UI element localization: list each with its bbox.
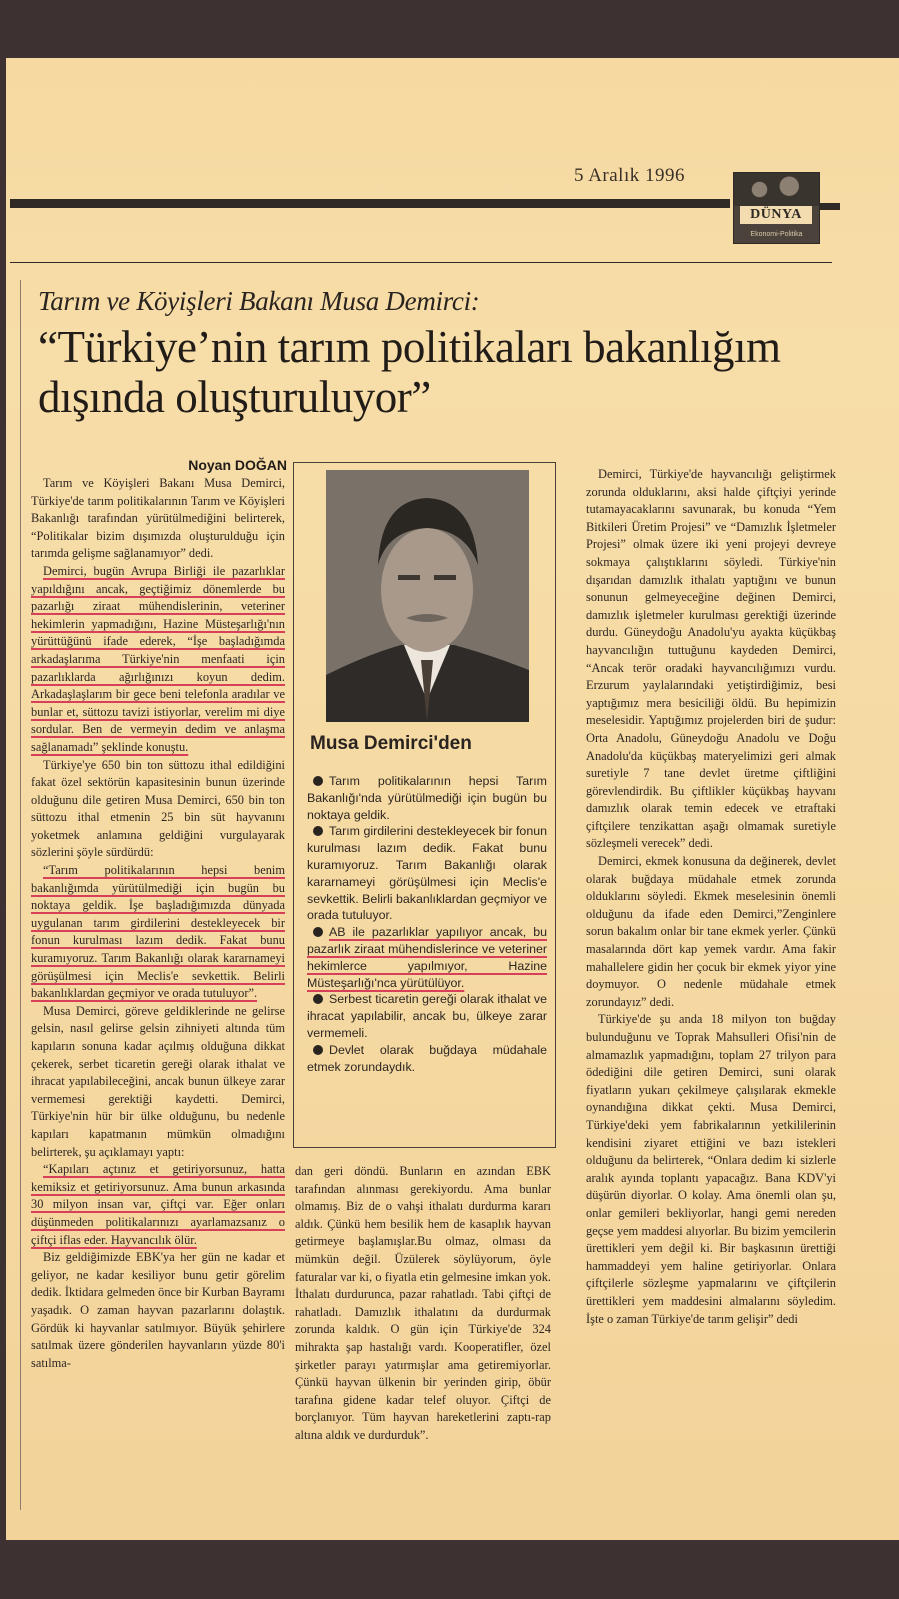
paragraph-text: “Kapıları açtınız et getiriyorsunuz, hatta kemiksiz et getiriyorsunuz. Ama bunun arkasında 30 milyon insan var, çiftçi var. Eğer onları düşünmeden politikalarınızı ayarlamazsanız o çiftçi iflas eder. Hayvancılık ölür. bbox=[31, 1162, 285, 1247]
bullet-icon bbox=[313, 994, 323, 1004]
paragraph-text: Demirci, ekmek konusuna da değinerek, devlet olarak buğdaya müdahale etmek zorunda olduklarını söyledi. Ekmek meselesinin önemli olduğunu da ifade eden Demirci,”Zenginlere sorun bakalım onlar bir tane ekmek yerler. Çünkü masalarında dört kap yemek vardır. Ama fakir mahallelere gidin her çocuk bir ekmek yiyor yine doymuyor. O nedenle müdahale etmek zorundayız” dedi. bbox=[586, 854, 836, 1009]
article-paragraph bbox=[31, 757, 285, 863]
sidebar-quote-text: Devlet olarak buğdaya müdahale etmek zorundaydık. bbox=[307, 1042, 547, 1074]
column-rule bbox=[20, 280, 21, 1510]
article-paragraph bbox=[295, 1163, 551, 1445]
sidebar-quote-item bbox=[307, 1042, 547, 1076]
paragraph-text: Demirci, Türkiye'de hayvancılığı geliştirmek zorunda olduklarını, aksi halde çiftçiyi yerinde tutamayacaklarını savunarak, bu konuda “Yem Bitkileri Üretim Projesi” ve “Damızlık İşletmeler Projesi” olmak üzere iki yeni projeyi devreye sokmaya çalıştıklarını söyledi. Türkiye'nin dışarıdan damızlık ithalatı yaptığını ve bunun sonunun gelmeyeceğine değinen Demirci, damızlık işletmeler kurulması gerektiği üzerinde durdu. Güneydoğu Anadolu'yu ayakta küçükbaş hayvancılığın tuttuğunu kaydeden Demirci, “Ancak terör oradaki hayvancılığımızı vurdu. Erzurum yaylalarındaki yetiştirdiğimiz, besi yaptığımız mera besiciliği öldü. Bu hepimizin meselesidir. Yaptığımız projelerden biri de şudur: Orta Anadolu, Güneydoğu Anadolu ve Doğu Anadolu'da küçükbaş materyelimizi geri almak suretiyle 7 tane devlet üretme çiftliğini görevlendirdik. Bu çiftlikler küçükbaş hayvanı damızlık olarak temin edecek ve etraftaki çiftçilere tenzikattan aşağı olmamak suretiyle sözleşmeli verecek” dedi. bbox=[586, 467, 836, 851]
paragraph-text: Musa Demirci, göreve geldiklerinde ne gelirse gelsin, nasıl gelirse gelsin zihniyeti altında tüm kapıların sonuna kadar açılmış olduğuna dikkat çekerek, serbet ticaretin gereği olarak ithalat ve ihracat yapılabileceğini, ancak bunun ülkeye zarar vermemesi gerektiği kaydetti. Demirci, Türkiye'nin hür bir ülke olduğunu, bu nedenle kapıları kapatmanın mümkün olmadığını belirterek, şu açıklamayı yaptı: bbox=[31, 1003, 285, 1159]
article-paragraph bbox=[31, 563, 285, 757]
article-paragraph bbox=[31, 1249, 285, 1372]
article-paragraph bbox=[586, 853, 836, 1011]
article-column-right bbox=[586, 466, 836, 1328]
article-paragraph bbox=[31, 475, 285, 563]
article-headline: “Türkiye’nin tarım politikaları bakanlığım dışında oluşturuluyor” bbox=[38, 322, 781, 422]
dunya-logo bbox=[733, 172, 820, 244]
paragraph-text: Türkiye'de şu anda 18 milyon ton buğday bulunduğunu ve Toprak Mahsulleri Ofisi'nin de almamazlık yapmadığını, toplam 27 trilyon para ödediğini dile getiren Demirci, suni olarak fiyatların yukarı çekilmeye çalışılarak ekmekle oynandığına dikkat çekti. Musa Demirci, Türkiye'deki yem fabrikalarının yetkililerinin kendisini ziyaret ettiğini ve bazı istekleri olduğunu da belirterek, “Onlara dedim ki sizlerle aralık ayında toplantı yapacağız. Bana KDV'yi düşürün diyorlar. O kolay. Ama önemli olan şu, onlar gemileri bekliyorlar, hangi gemi nereden geçse yem maddesi alıyorlar. Bu bizim yemcilerin ürettikleri yem değil ki. Bir başkasının ürettiği hammaddeyi yem haline getiriyorlar. Onlara çiftçilerle sözleşme yapmalarını ve çiftçilerin ürettikleri yem maddesini almalarını söyledim. İşte o zaman Türkiye'de tarım gelişir” dedi bbox=[586, 1012, 836, 1326]
sidebar-quote-item bbox=[307, 823, 547, 924]
byline: Noyan DOĞAN bbox=[188, 457, 287, 473]
paragraph-text: Tarım ve Köyişleri Bakanı Musa Demirci, Türkiye'de tarım politikalarının Tarım ve Köyişleri Bakanlığı tarafından yürütülmediğini belirterek, “Politikalar bizim dışımızda oluşturulduğu için tarımda gelişme sağlanamıyor” dedi. bbox=[31, 476, 285, 561]
publication-date: 5 Aralık 1996 bbox=[574, 165, 685, 186]
bullet-icon bbox=[313, 1045, 323, 1055]
logo-name: DÜNYA bbox=[740, 206, 812, 224]
sidebar-quote-item bbox=[307, 924, 547, 991]
bullet-icon bbox=[313, 776, 323, 786]
paragraph-text: Biz geldiğimizde EBK'ya her gün ne kadar et geliyor, ne kadar kesiliyor bunu getir görelim dedik. İktidara gelmeden önce bir Kurban Bayramı yaşadık. O zaman hayvan pazarlarını dolaştık. Gördük ki hayvanlar satılmıyor. Büyük şehirlere satılmak üzere gönderilen hayvanların yüzde 80'i satılma- bbox=[31, 1250, 285, 1370]
paragraph-text: dan geri döndü. Bunların en azından EBK tarafından alınması gerekiyordu. Ama bunlar olmamış. Biz de o vahşi ithalatı durdurma kararı aldık. Çünkü hem besilik hem de kasaplık hayvan getirmeye başlamışlar.Bu olmaz, olması da mümkün değil. Üzülerek söylüyorum, öyle faturalar var ki, o fiyatla etin gelmesine imkan yok. İthalatı durdurunca, pazar rahatladı. Tabi çiftçi de rahatladı. Damızlık ithalatını da durdurmak zorunda kaldık. O gün için Türkiye'de 324 mihrakta şap hastalığı vardı. Kooperatifler, özel şirketler parayı yatırmışlar ama getiremiyorlar. Çünkü hayvan ülkenin bir yerinden girip, öbür tarafına gidene kadar telef oluyor. Çiftçi de borçlanıyor. Tüm hayvan hareketlerini zaptı-rap altına aldık ve durdurduk”. bbox=[295, 1164, 551, 1442]
article-paragraph bbox=[31, 1003, 285, 1161]
logo-subtitle: Ekonomi-Politika bbox=[750, 231, 803, 238]
sidebar-quote-item bbox=[307, 991, 547, 1041]
sidebar-title: Musa Demirci'den bbox=[310, 733, 472, 754]
sidebar-quote-item bbox=[307, 773, 547, 823]
masthead-rule-right bbox=[818, 203, 840, 210]
sidebar-quote-text: Tarım girdilerini destekleyecek bir fonun kurulması lazım dedik. Fakat bunu kuramıyoruz. Tarım Bakanlığı olarak kararnameyi görüşülmesi için Meclis'e sevkettik. Belirli bakanlıklardan geçmiyor ve orada tutuluyor. bbox=[307, 824, 547, 923]
portrait-photo bbox=[326, 470, 529, 722]
bullet-icon bbox=[313, 927, 323, 937]
sidebar-quote-text: Serbest ticaretin gereği olarak ithalat ve ihracat yapılabilir, ancak bu, ülkeye zarar vermemeli. bbox=[307, 992, 547, 1040]
article-paragraph bbox=[31, 1161, 285, 1249]
article-paragraph bbox=[586, 466, 836, 853]
header-divider bbox=[10, 262, 832, 263]
masthead-rule bbox=[10, 199, 730, 208]
bottom-dark-bar bbox=[0, 1540, 899, 1599]
world-map-icon bbox=[734, 173, 819, 206]
sidebar-quote-list bbox=[307, 773, 547, 1075]
article-paragraph bbox=[31, 862, 285, 1003]
article-column-middle bbox=[295, 1163, 551, 1445]
sidebar-quote-text: Tarım politikalarının hepsi Tarım Bakanlığı'nda yürütülmediği için bugün bu noktaya geldik. bbox=[307, 774, 547, 822]
portrait-image bbox=[326, 470, 529, 722]
top-dark-bar bbox=[0, 0, 899, 58]
paragraph-text: “Tarım politikalarının hepsi benim bakanlığımda yürütülmediği için bugün bu noktaya geldik. İşe başladığımızda dünyada uygulanan tarım girdilerini destekleyecek bir fonun kurulması lazım dedik. Fakat bunu kuramıyoruz. Tarım Bakanlığı olarak kararnameyi görüşülmesi için Meclis'e sevkettik. Belirli bakanlıklardan geçmiyor ve orada tutuluyor”. bbox=[31, 863, 285, 1001]
article-paragraph bbox=[586, 1011, 836, 1328]
sidebar-quote-text: AB ile pazarlıklar yapılıyor ancak, bu pazarlık ziraat mühendislerince ve veteriner hekimlerce yapılmıyor, Hazine Müsteşarlığı'nca yürütülüyor. bbox=[307, 925, 547, 990]
paragraph-text: Demirci, bugün Avrupa Birliği ile pazarlıklar yapıldığını ancak, geçtiğimiz dönemlerde bu pazarlığı ziraat mühendislerinin, veteriner hekimlerin yapmadığını, Hazine Müsteşarlığı'nın yürüttüğünü ifade ederek, “İşe başladığımda arkadaşlarıma Türkiye'nin menfaati için pazarlıklarda ağırlığınızı koyun dedim. Arkadaşlaşlarım bir gece beni telefonla aradılar ve bunlar et, süttozu tavizi istiyorlar, verelim mi diye sordular. Ben de vermeyin dedim ve anlaşma sağlanamadı” şeklinde konuştu. bbox=[31, 563, 285, 754]
article-kicker: Tarım ve Köyişleri Bakanı Musa Demirci: bbox=[38, 286, 480, 316]
article-column-left bbox=[31, 475, 285, 1372]
paragraph-text: Türkiye'ye 650 bin ton süttozu ithal edildiğini fakat özel sektörün kapasitesinin bunun üzerinde olduğunu dile getiren Musa Demirci, 650 bin ton süttozu ithal etmenin 25 bin süt hayvanını yoketmek anlamına geldiğini vurgulayarak sözlerini şöyle sürdürdü: bbox=[31, 757, 285, 860]
bullet-icon bbox=[313, 826, 323, 836]
